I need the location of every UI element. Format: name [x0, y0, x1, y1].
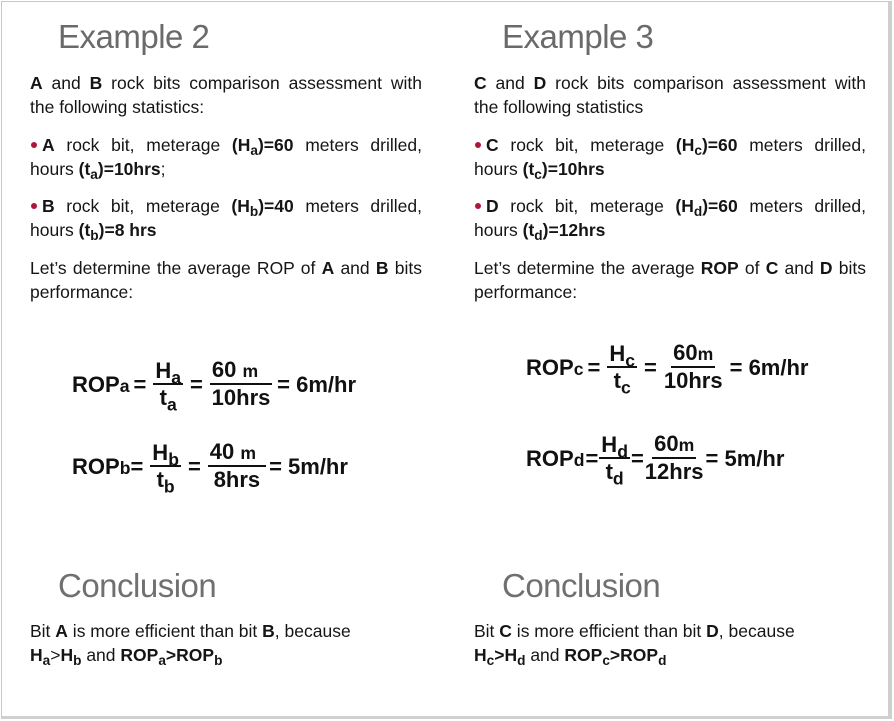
bit-label: C: [474, 73, 487, 93]
text: rock bits comparison assessment with the following statistics:: [30, 73, 422, 117]
determine-paragraph: [30, 256, 422, 304]
bit-label: D: [486, 196, 499, 216]
example-2-heading: Example 2: [58, 18, 210, 55]
bullet-dot-icon: [31, 203, 37, 209]
text: and: [334, 258, 376, 278]
hours-value: $(t_b)=8$ hrs: [78, 220, 157, 243]
text: and: [486, 73, 534, 93]
bit-label: B: [42, 196, 55, 216]
bullet-dot-icon: [475, 203, 481, 209]
determine-paragraph: Let’s determine the average ROP of C and D bits performance:: [474, 258, 866, 302]
example-3-heading: Example 3: [502, 18, 654, 55]
conclusion-heading: Conclusion: [502, 567, 661, 604]
meterage-value: $(H_c)=60$: [675, 135, 738, 158]
text: rock bit, meterage: [54, 196, 232, 216]
hours-value: $(t_a)=10hrs$: [78, 159, 161, 182]
text: ;: [160, 159, 166, 179]
bit-label: B: [375, 258, 389, 278]
bullet-item: [474, 133, 866, 181]
text: and: [42, 73, 90, 93]
bit-label: A: [30, 73, 43, 93]
bit-label: D: [533, 73, 547, 93]
meterage-value: $(H_a)=60$: [231, 135, 294, 158]
bit-label: A: [42, 135, 55, 155]
bit-label: A: [321, 258, 335, 278]
rop-b-equation: ROP b = $\frac{H_b}{t_b}$ = $\frac{40 m}{\text{8hrs}}$ = 5m/hr: [72, 439, 348, 496]
conclusion-heading: Conclusion: [58, 567, 217, 604]
text: meters drilled, hours: [474, 135, 866, 179]
text: rock bit, meterage: [54, 135, 232, 155]
text: rock bit, meterage: [498, 135, 676, 155]
bullet-dot-icon: [31, 142, 37, 148]
hours-value: $(t_c)=10hrs$: [522, 159, 605, 182]
rop-c-equation: ROP c = $\frac{H_c}{t_c}$ = $\frac{60m}{\text{10hrs}}$ = 6m/hr: [526, 340, 809, 397]
text: rock bits comparison assessment with the following statistics: [474, 73, 866, 117]
rop-a-equation: ROP a = $\frac{H_a}{t_a}$ = $\frac{60 m}{\text{10hrs}}$ = 6m/hr: [72, 357, 357, 414]
text: meters drilled, hours: [30, 196, 422, 240]
text: Let’s determine the average ROP of: [30, 258, 322, 278]
rop-d-equation: ROP d = $\frac{H_d}{t_d}$ = $\frac{60m}{\text{12hrs}}$ = 5m/hr: [526, 431, 785, 488]
text: meters drilled, hours: [474, 196, 866, 240]
text: rock bit, meterage: [498, 196, 676, 216]
hours-value: $(t_d)=12hrs$: [522, 220, 606, 243]
bullet-dot-icon: [475, 142, 481, 148]
text: bits performance:: [30, 258, 422, 302]
bit-label: C: [486, 135, 499, 155]
conclusion-paragraph: Bit A is more efficient than bit B, because $H_a>H_b$ and $ROP_a>ROP_b$: [30, 621, 351, 668]
text: meters drilled, hours: [30, 135, 422, 179]
bullet-item: [474, 194, 866, 242]
bit-label: B: [89, 73, 103, 93]
intro-paragraph: [30, 71, 422, 119]
meterage-value: $(H_b)=40$: [231, 196, 294, 219]
conclusion-paragraph: Bit C is more efficient than bit D, because $H_c>H_d$ and $ROP_c>ROP_d$: [474, 621, 795, 668]
intro-paragraph: [474, 71, 866, 119]
meterage-value: $(H_d)=60$: [675, 196, 738, 219]
bullet-item: [30, 194, 422, 242]
bullet-item: [30, 133, 422, 181]
